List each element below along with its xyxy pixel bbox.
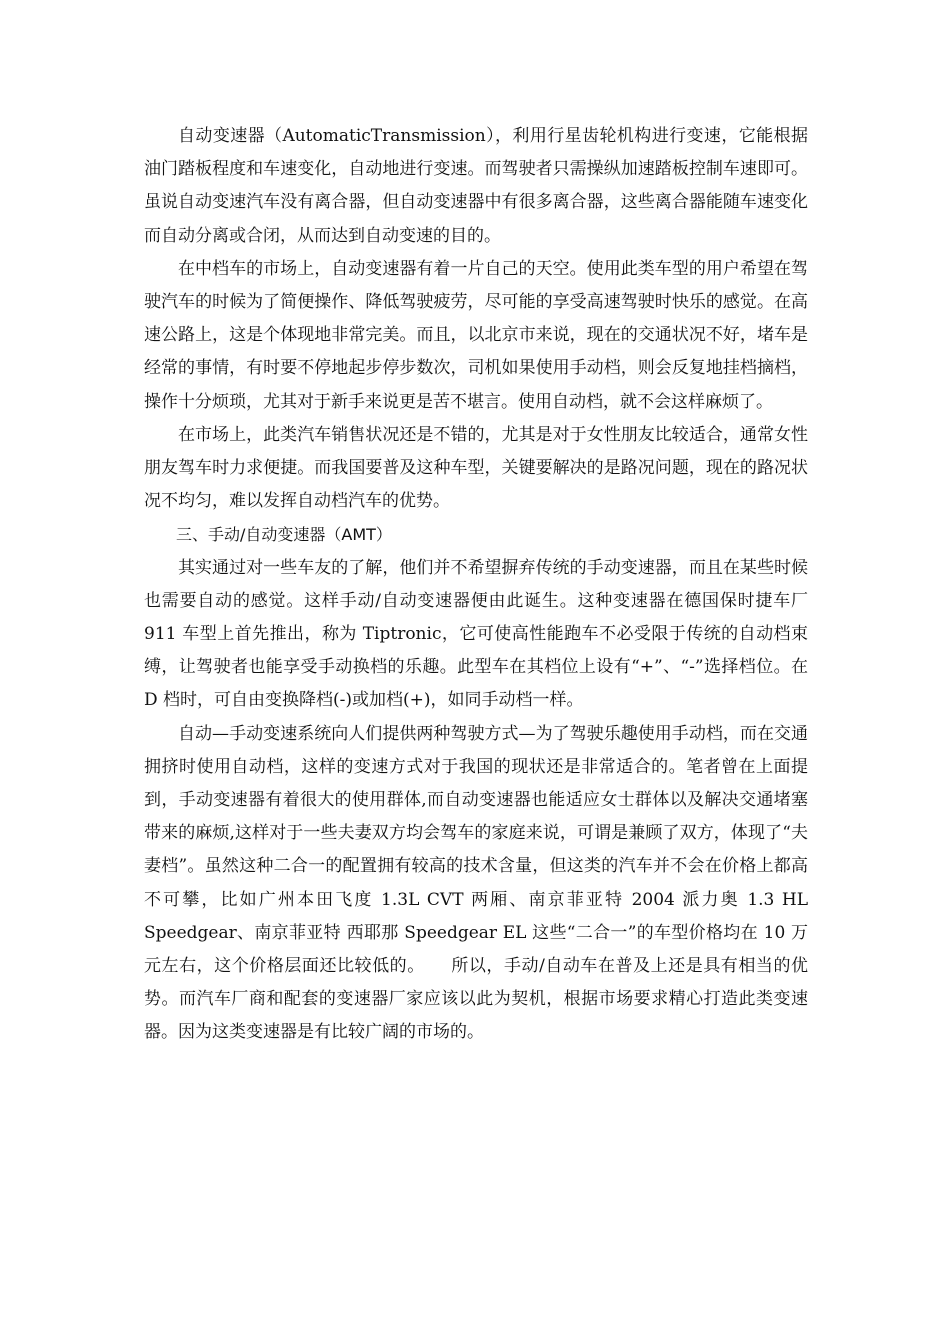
paragraph-tiptronic: 其实通过对一些车友的了解，他们并不希望摒弃传统的手动变速器，而且在某些时候也需要自动的感觉。这样手动/自动变速器便由此诞生。这种变速器在德国保时捷车厂 911 车型上首先推出，称为 Tiptronic，它可使高性能跑车不必受限于传统的自动档束缚，让驾驶者也能享受手动换档的乐趣。此型车在其档位上设有“+”、“-”选择档位。在 D 档时，可自由变换降档(-)或加档(+)，如同手动档一样。 (144, 557, 808, 711)
paragraph-automatic-transmission: 自动变速器（AutomaticTransmission），利用行星齿轮机构进行变速，它能根据油门踏板程度和车速变化，自动地进行变速。而驾驶者只需操纵加速踏板控制车速即可。虽说自动变速汽车没有离合器，但自动变速器中有很多离合器，这些离合器能随车速变化而自动分离或合闭，从而达到自动变速的目的。 (144, 126, 808, 246)
paragraph-dual-mode: 自动—手动变速系统向人们提供两种驾驶方式—为了驾驶乐趣使用手动档，而在交通拥挤时使用自动档，这样的变速方式对于我国的现状还是非常适合的。笔者曾在上面提到，手动变速器有着很大的使用群体,而自动变速器也能适应女士群体以及解决交通堵塞带来的麻烦,这样对于一些夫妻双方均会驾车的家庭来说，可谓是兼顾了双方，体现了“夫妻档”。虽然这种二合一的配置拥有较高的技术含量，但这类的汽车并不会在价格上都高不可攀，比如广州本田飞度 1.3L CVT 两厢、南京菲亚特 2004 派力奥 1.3 HL Speedgear、南京菲亚特 西耶那 Speedgear EL 这些“二合一”的车型价格均在 10 万元左右，这个价格层面还比较低的。 所以，手动/自动车在普及上还是具有相当的优势。而汽车厂商和配套的变速器厂家应该以此为契机，根据市场要求精心打造此类变速器。因为这类变速器是有比较广阔的市场的。 (144, 723, 808, 1043)
document-body (144, 120, 808, 1050)
paragraph-sales-status: 在市场上，此类汽车销售状况还是不错的，尤其是对于女性朋友比较适合，通常女性朋友驾车时力求便捷。而我国要普及这种车型，关键要解决的是路况问题，现在的路况状况不均匀，难以发挥自动档汽车的优势。 (144, 424, 808, 512)
paragraph-mid-range-market: 在中档车的市场上，自动变速器有着一片自己的天空。使用此类车型的用户希望在驾驶汽车的时候为了简便操作、降低驾驶疲劳，尽可能的享受高速驾驶时快乐的感觉。在高速公路上，这是个体现地非常完美。而且，以北京市来说，现在的交通状况不好，堵车是经常的事情，有时要不停地起步停步数次，司机如果使用手动档，则会反复地挂档摘档，操作十分烦琐，尤其对于新手来说更是苦不堪言。使用自动档，就不会这样麻烦了。 (144, 258, 808, 412)
section-heading-amt: 三、手动/自动变速器（AMT） (176, 525, 392, 545)
